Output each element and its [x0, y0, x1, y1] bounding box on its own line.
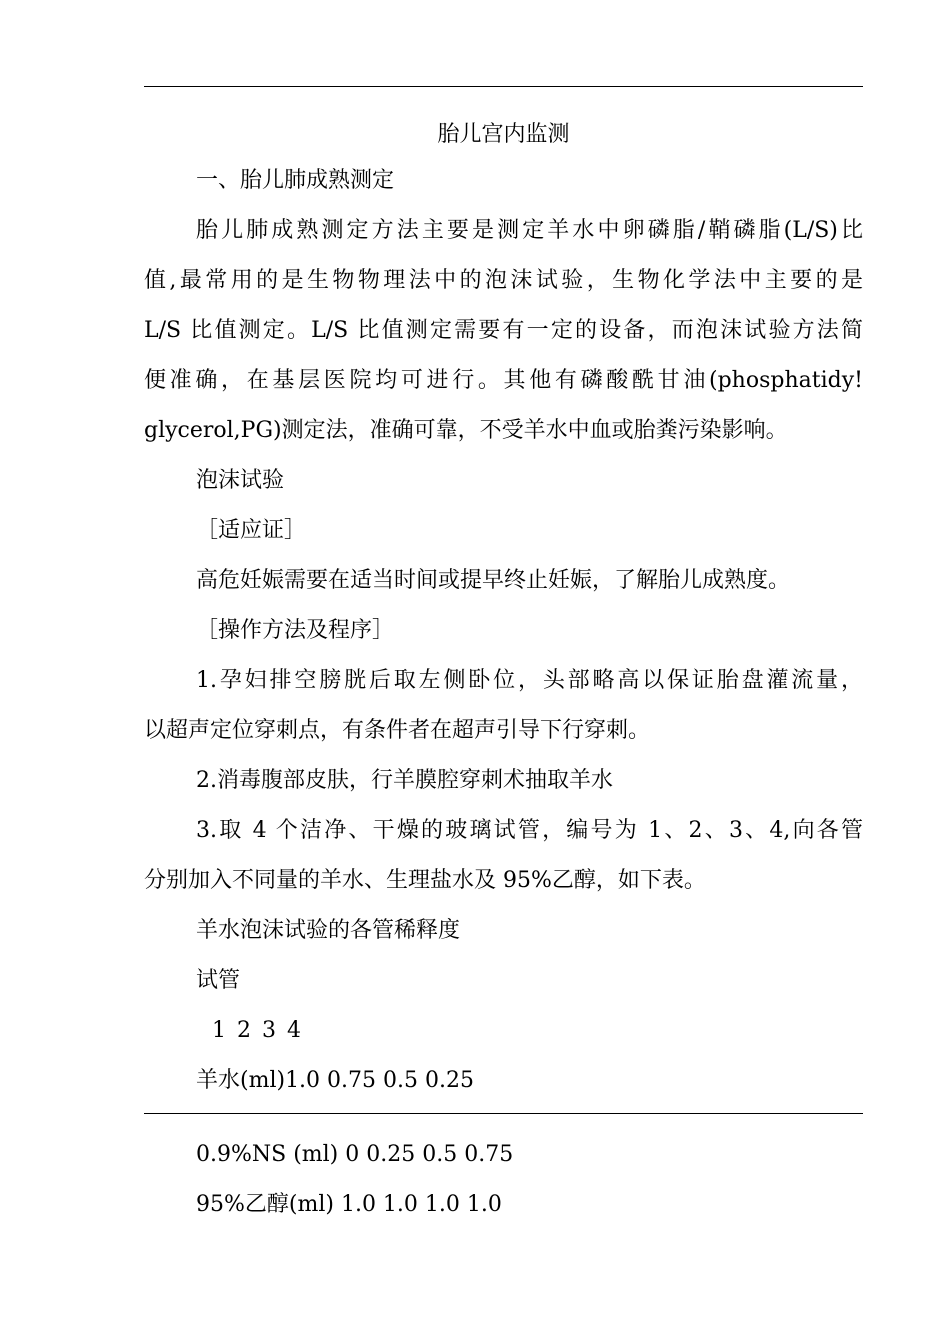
table-row-ethanol: 95%乙醇(ml) 1.0 1.0 1.0 1.0	[196, 1192, 502, 1217]
table-row-saline: 0.9%NS (ml) 0 0.25 0.5 0.75	[196, 1142, 514, 1167]
table-header-label: 试管	[196, 968, 241, 993]
paragraph-line: glycerol,PG)测定法，准确可靠，不受羊水中血或胎粪污染影响。	[144, 418, 788, 443]
paragraph-line: L/S 比值测定。L/S 比值测定需要有一定的设备，而泡沫试验方法简	[144, 318, 863, 343]
paragraph-line: 值,最常用的是生物物理法中的泡沫试验，生物化学法中主要的是	[144, 268, 863, 293]
step-2: 2.消毒腹部皮肤，行羊膜腔穿刺术抽取羊水	[196, 768, 613, 793]
step-3-line: 分别加入不同量的羊水、生理盐水及 95%乙醇，如下表。	[144, 868, 706, 893]
section-heading-lung-maturity: 一、胎儿肺成熟测定	[196, 168, 395, 193]
subheading-procedure: ［操作方法及程序］	[196, 618, 395, 643]
paragraph-line: 便准确，在基层医院均可进行。其他有磷酸酰甘油(phosphatidy!	[144, 368, 863, 393]
subheading-indications: ［适应证］	[196, 518, 307, 543]
table-row-amniotic-fluid: 羊水(ml)1.0 0.75 0.5 0.25	[196, 1068, 474, 1093]
table-caption: 羊水泡沫试验的各管稀释度	[196, 918, 461, 943]
step-3-line: 3.取 4 个洁净、干燥的玻璃试管，编号为 1、2、3、4,向各管	[196, 818, 863, 843]
document-title: 胎儿宫内监测	[437, 122, 570, 147]
table-tube-numbers: 1 2 3 4	[212, 1018, 301, 1043]
header-rule	[144, 86, 863, 87]
step-1-line: 以超声定位穿刺点，有条件者在超声引导下行穿刺。	[144, 718, 651, 743]
step-1-line: 1.孕妇排空膀胱后取左侧卧位，头部略高以保证胎盘灌流量，	[196, 668, 863, 693]
paragraph-line: 胎儿肺成熟测定方法主要是测定羊水中卵磷脂/鞘磷脂(L/S)比	[196, 218, 863, 243]
subheading-foam-test: 泡沫试验	[196, 468, 285, 493]
page-break-rule	[144, 1113, 863, 1114]
indications-text: 高危妊娠需要在适当时间或提早终止妊娠，了解胎儿成熟度。	[196, 568, 791, 593]
